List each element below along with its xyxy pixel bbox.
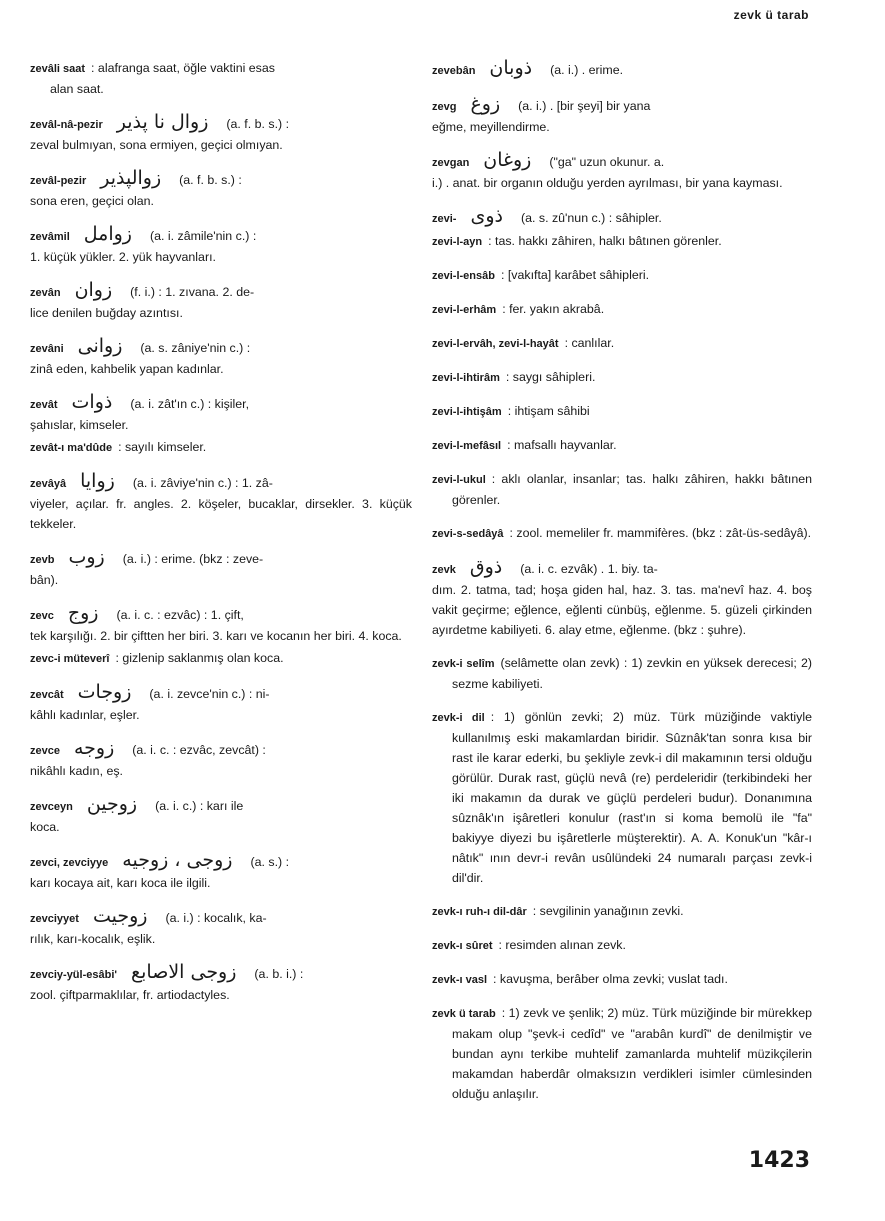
right-column — [432, 58, 812, 1117]
entry-definition: (a. i. zâviye'nin c.) : 1. zâ- — [132, 476, 273, 490]
entry-headline — [30, 603, 412, 626]
entry-definition: (a. i. c.) : karı ile — [155, 799, 244, 813]
dictionary-entry — [30, 547, 412, 590]
entry-definition-continued: eğme, meyillendirme. — [432, 120, 550, 134]
entry-definition-continued: 1. küçük yükler. 2. yük hayvanları. — [30, 250, 216, 264]
entry-headline — [30, 224, 412, 247]
dictionary-entry — [432, 469, 812, 510]
entry-definition-continued: lice denilen buğday azıntısı. — [30, 306, 183, 320]
entry-headline — [432, 901, 812, 922]
entry-definition: : sevgilinin yanağının zevki. — [532, 904, 684, 918]
dictionary-entry — [30, 224, 412, 267]
dictionary-entry — [432, 299, 812, 320]
entry-definition-continued: karı kocaya ait, karı koca ile ilgili. — [30, 876, 211, 890]
entry-headline — [30, 906, 412, 929]
entry-arabic-script: زوانی — [77, 335, 123, 357]
entry-headline — [432, 935, 812, 956]
entry-definition: (a. i. zâmile'nin c.) : — [149, 229, 257, 243]
entry-headword: zevk ü tarab — [432, 1008, 496, 1020]
entry-headline — [30, 168, 412, 191]
dictionary-entry — [30, 392, 412, 435]
entry-headline — [30, 392, 412, 415]
entry-definition-continued: bân). — [30, 573, 59, 587]
entry-arabic-script: زوالپذیر — [100, 167, 162, 189]
entry-headword: zevi-l-ensâb — [432, 270, 495, 282]
entry-headword: zevâli saat — [30, 63, 86, 75]
entry-definition: : tas. hakkı zâhiren, halkı bâtınen görenler. — [488, 234, 722, 248]
dictionary-entry — [30, 850, 412, 893]
entry-definition: : sayılı kimseler. — [118, 440, 207, 454]
entry-arabic-script: زوب — [68, 546, 105, 568]
entry-arabic-script: زوال نا پذیر — [116, 111, 209, 133]
dictionary-entry — [30, 682, 412, 725]
entry-definition: (f. i.) : 1. zıvana. 2. de- — [130, 285, 255, 299]
entry-headline — [30, 112, 412, 135]
entry-definition: : fer. yakın akrabâ. — [502, 302, 605, 316]
entry-headline — [432, 367, 812, 388]
entry-headline — [432, 58, 812, 81]
entry-headword: zevgan — [432, 157, 470, 169]
dictionary-entry — [30, 906, 412, 949]
dictionary-entry — [432, 935, 812, 956]
entry-definition-continued: kâhlı kadınlar, eşler. — [30, 708, 140, 722]
entry-headword: zevi-l-ukul — [432, 474, 486, 486]
entry-definition: : resimden alınan zevk. — [498, 938, 626, 952]
entry-definition: (a. i.) : kocalık, ka- — [165, 911, 267, 925]
entry-headline — [432, 557, 812, 580]
entry-headword: zevce — [30, 745, 60, 757]
entry-definition-continued: viyeler, açılar. fr. angles. 2. köşeler, bucaklar, dirsekler. 3. küçük tekkeler. — [30, 497, 412, 531]
entry-arabic-script: ذوى — [470, 205, 503, 227]
entry-definition: : ihtişam sâhibi — [507, 404, 590, 418]
dictionary-entry — [432, 333, 812, 354]
entry-arabic-script: ذوق — [469, 556, 503, 578]
entry-headline — [432, 435, 812, 456]
entry-headline — [432, 969, 812, 990]
entry-headword: zevcât — [30, 689, 64, 701]
entry-headword: zevi- — [432, 213, 457, 225]
entry-definition: (a. i.) . [bir şeyi] bir yana — [518, 99, 651, 113]
entry-arabic-script: زوج — [67, 602, 99, 624]
entry-headline — [432, 231, 812, 252]
entry-headword: zevâl-nâ-pezir — [30, 119, 103, 131]
entry-headword: zevi-l-ihtişâm — [432, 406, 502, 418]
entry-definition-continued: tek karşılığı. 2. bir çiftten her biri. 3. karı ve kocanın her biri. 4. koca. — [30, 629, 402, 643]
entry-definition-continued: dım. 2. tatma, tad; hoşa giden hal, haz. 3. tas. ma'nevî haz. 4. boş vakit geçirme; eğlence, eğlenti cünbüş, eğlenme. 5. güzeli çirkinden ayırdetme kabiliyeti. 6. alay etme, eğlenme. (bkz : şuhre). — [432, 583, 812, 637]
entry-headword: zevâl-pezir — [30, 175, 87, 187]
entry-headline — [432, 523, 812, 544]
entry-arabic-script: زوجيت — [92, 905, 148, 927]
dictionary-entry — [432, 435, 812, 456]
entry-definition: (a. i. zât'ın c.) : kişiler, — [130, 397, 250, 411]
dictionary-entry — [30, 437, 412, 458]
entry-headword: zevk-ı ruh-ı dil-dâr — [432, 906, 527, 918]
entry-arabic-script: زوايا — [80, 470, 115, 492]
dictionary-entry — [432, 265, 812, 286]
entry-definition-continued: sona eren, geçici olan. — [30, 194, 154, 208]
entry-headline — [432, 401, 812, 422]
entry-definition: : aklı olanlar, insanlar; tas. halkı zâhiren, hakkı bâtınen görenler. — [452, 472, 812, 507]
entry-definition-continued: şahıslar, kimseler. — [30, 418, 129, 432]
entry-arabic-script: ذوات — [71, 391, 113, 413]
dictionary-entry — [432, 58, 812, 81]
dictionary-entry — [30, 794, 412, 837]
entry-headword: zevk-i dil — [432, 712, 485, 724]
dictionary-entry — [432, 557, 812, 640]
entry-definition-continued: zeval bulmıyan, sona ermiyen, geçici olmıyan. — [30, 138, 283, 152]
entry-headword: zevk-i selîm — [432, 658, 495, 670]
entry-headword: zevb — [30, 554, 55, 566]
entry-definition: (a. i. c. : ezvâc) : 1. çift, — [116, 608, 244, 622]
entry-headword: zevi-l-ayn — [432, 236, 483, 248]
entry-definition: (a. i. zevce'nin c.) : ni- — [149, 687, 270, 701]
page-number: 1423 — [748, 1148, 810, 1173]
entry-definition: : alafranga saat, öğle vaktini esas — [91, 61, 275, 75]
entry-headword: zevc-i müteverî — [30, 653, 110, 665]
entry-definition-continued: rılık, karı-kocalık, eşlik. — [30, 932, 156, 946]
entry-headline — [432, 150, 812, 173]
dictionary-entry — [432, 206, 812, 229]
entry-arabic-script: زوغ — [470, 93, 501, 115]
entry-headline — [432, 333, 812, 354]
entry-definition: (a. f. b. s.) : — [226, 117, 290, 131]
entry-definition: : canlılar. — [564, 336, 615, 350]
entry-headword: zevk-ı sûret — [432, 940, 493, 952]
entry-headword: zevi-l-ihtirâm — [432, 372, 500, 384]
dictionary-entry — [432, 401, 812, 422]
entry-headword: zevceyn — [30, 801, 73, 813]
entry-headline — [432, 1003, 812, 1104]
entry-arabic-script: ذوبان — [489, 57, 533, 79]
entry-headline — [30, 58, 412, 79]
dictionary-entry — [30, 648, 412, 669]
entry-definition: (a. s.) : — [250, 855, 290, 869]
entry-definition: : saygı sâhipleri. — [505, 370, 596, 384]
entry-arabic-script: زوجين — [86, 793, 138, 815]
entry-arabic-script: زوان — [74, 279, 113, 301]
entry-headline — [432, 265, 812, 286]
entry-arabic-script: زوجه — [73, 737, 115, 759]
entry-headword: zevi-l-erhâm — [432, 304, 497, 316]
dictionary-entry — [30, 336, 412, 379]
entry-definition: : zool. memeliler fr. mammifères. (bkz : zât-üs-sedâyâ). — [509, 526, 812, 540]
dictionary-entry — [432, 150, 812, 193]
entry-definition: (a. i. c. : ezvâc, zevcât) : — [132, 743, 266, 757]
entry-headline — [30, 547, 412, 570]
dictionary-entry — [432, 523, 812, 544]
entry-arabic-script: زوامل — [83, 223, 132, 245]
entry-headword: zevebân — [432, 65, 476, 77]
entry-headword: zevâyâ — [30, 478, 67, 490]
entry-definition-continued: zool. çiftparmaklılar, fr. artiodactyles. — [30, 988, 230, 1002]
entry-headword: zevci, zevciyye — [30, 857, 109, 869]
running-head: zevk ü tarab — [733, 8, 809, 22]
entry-headline — [432, 707, 812, 888]
entry-definition: (a. s. zû'nun c.) : sâhipler. — [520, 211, 662, 225]
entry-headline — [30, 850, 412, 873]
entry-headword: zevât — [30, 399, 58, 411]
entry-headword: zevc — [30, 610, 54, 622]
dictionary-entry — [432, 367, 812, 388]
entry-definition-continued: koca. — [30, 820, 60, 834]
entry-headline — [30, 682, 412, 705]
entry-arabic-script: زوجى الاصابع — [131, 961, 237, 983]
entry-headline — [30, 471, 412, 494]
entry-headline — [432, 94, 812, 117]
dictionary-entry — [30, 58, 412, 99]
entry-headline — [432, 299, 812, 320]
entry-arabic-script: زوغان — [483, 149, 532, 171]
dictionary-entry — [30, 962, 412, 1005]
entry-headline — [30, 962, 412, 985]
entry-headline — [432, 206, 812, 229]
entry-headword: zevân — [30, 287, 61, 299]
dictionary-entry — [432, 94, 812, 137]
entry-definition: (a. b. i.) : — [254, 967, 304, 981]
left-column — [30, 58, 412, 1018]
entry-headword: zevi-s-sedâyâ — [432, 528, 504, 540]
dictionary-entry — [432, 707, 812, 888]
entry-headword: zevâni — [30, 343, 64, 355]
dictionary-entry — [432, 653, 812, 694]
dictionary-entry — [432, 969, 812, 990]
entry-definition: : gizlenip saklanmış olan koca. — [115, 651, 284, 665]
entry-headword: zevciyyet — [30, 913, 79, 925]
dictionary-entry — [30, 603, 412, 646]
dictionary-entry — [432, 1003, 812, 1104]
entry-definition-continued: zinâ eden, kahbelik yapan kadınlar. — [30, 362, 224, 376]
entry-definition-continued: alan saat. — [50, 82, 104, 96]
entry-definition-continued: i.) . anat. bir organın olduğu yerden ayrılması, bir yana kayması. — [432, 176, 783, 190]
entry-definition: : mafsallı hayvanlar. — [507, 438, 617, 452]
entry-headword: zevk — [432, 564, 456, 576]
entry-headline — [432, 469, 812, 510]
entry-headline — [30, 648, 412, 669]
entry-definition: (a. i. c. ezvâk) . 1. biy. ta- — [520, 562, 658, 576]
entry-headword: zevi-l-mefâsıl — [432, 440, 502, 452]
entry-headline — [30, 280, 412, 303]
dictionary-entry — [30, 280, 412, 323]
dictionary-entry — [30, 112, 412, 155]
dictionary-entry — [432, 901, 812, 922]
entry-headword: zevciy-yül-esâbi' — [30, 969, 117, 981]
entry-definition: ("ga" uzun okunur. a. — [549, 155, 665, 169]
dictionary-entry — [30, 471, 412, 534]
entry-headword: zevi-l-ervâh, zevi-l-hayât — [432, 338, 559, 350]
entry-headline — [30, 336, 412, 359]
entry-headword: zevk-ı vasl — [432, 974, 488, 986]
entry-definition: : kavuşma, berâber olma zevki; vuslat tadı. — [493, 972, 728, 986]
entry-headword: zevât-ı ma'dûde — [30, 442, 113, 454]
entry-headline — [30, 794, 412, 817]
entry-definition: (a. i.) . erime. — [550, 63, 624, 77]
entry-definition: (a. i.) : erime. (bkz : zeve- — [122, 552, 264, 566]
entry-headline — [30, 437, 412, 458]
entry-definition: : 1) zevk ve şenlik; 2) müz. Türk müziğinde bir mürekkep makam olup "şevk-i cedîd" ve "arabân kurdî" de denilmiştir ve bundan aynı terkibe muhtelif zamanlarda muhtelif müzikçilerin makamdan haberdâr olmaksızın verdikleri isimler cümlesinden olduğu anlaşılır. — [452, 1006, 812, 1101]
entry-definition: (a. s. zâniye'nin c.) : — [140, 341, 251, 355]
entry-headline — [30, 738, 412, 761]
entry-definition-continued: nikâhlı kadın, eş. — [30, 764, 123, 778]
dictionary-entry — [30, 738, 412, 781]
dictionary-entry — [30, 168, 412, 211]
entry-definition: : 1) gönlün zevki; 2) müz. Türk müziğinde vaktiyle kullanılmış eski makamlardan biridir. Sûznâk'tan sonra kısa bir rast ile karar ederki, bu şekliyle zevk-i dil makamının tersi olduğu görülür. Durak rast, güçlü nevâ (re) perdeleridir (terkibindeki her iki makamın da durak ve güçlü perdeleri budur). Donanımına sûznâk'ın işâretleri konulur (rast'ın si koma bemolü ile "fa" bakiyye diyezi bu işâretlerle müşterektir). A. A. Konuk'un "kâr-ı nâtık" ının devr-i revân usûlündeki 24 numaralı parçası zevk-i dil'dir. — [452, 710, 812, 885]
entry-headword: zevâmil — [30, 231, 70, 243]
entry-definition: (a. f. b. s.) : — [179, 173, 242, 187]
entry-arabic-script: زوجى ، زوجيه — [122, 849, 233, 871]
entry-headword: zevg — [432, 101, 457, 113]
entry-headline — [432, 653, 813, 694]
entry-arabic-script: زوجات — [77, 681, 132, 703]
entry-definition: (selâmette olan zevk) : 1) zevkin en yüksek derecesi; 2) sezme kabiliyeti. — [452, 656, 813, 691]
dictionary-entry — [432, 231, 812, 252]
entry-definition: : [vakıfta] karâbet sâhipleri. — [500, 268, 650, 282]
